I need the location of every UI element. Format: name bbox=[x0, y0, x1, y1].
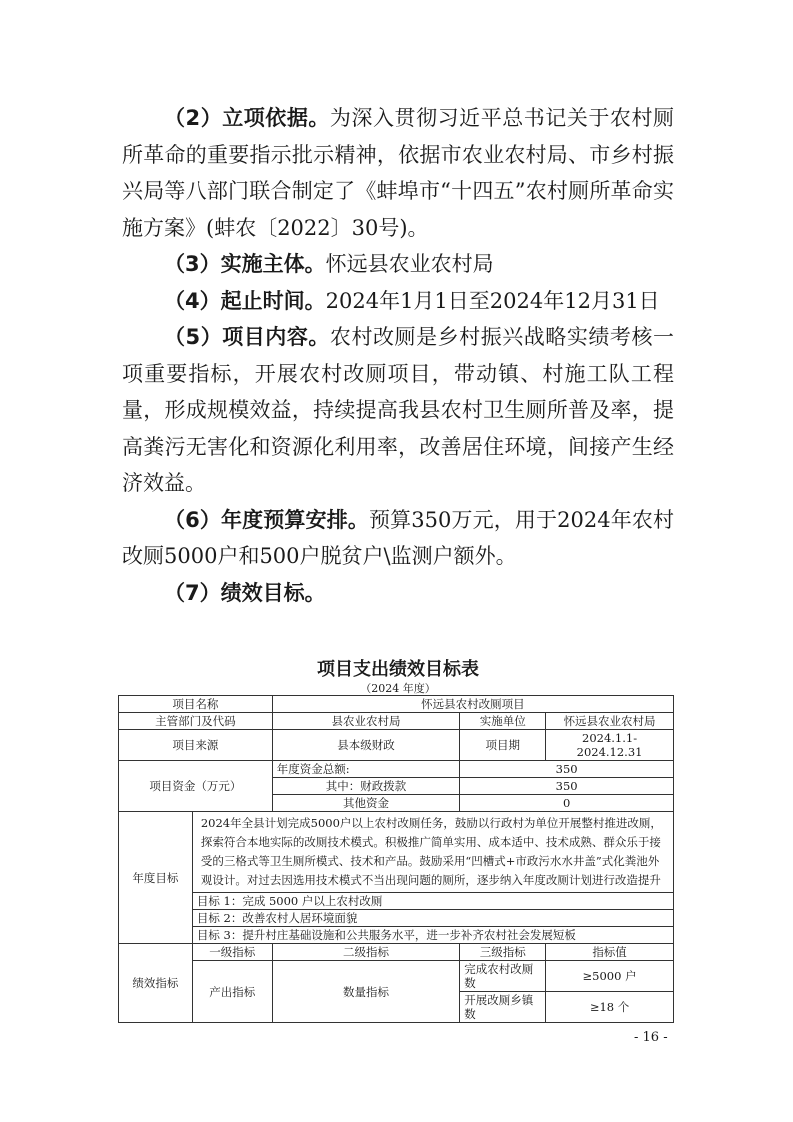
impl-unit-value: 怀远县农业农村局 bbox=[546, 713, 674, 730]
funds-fiscal-label: 其中：财政拨款 bbox=[272, 778, 460, 795]
basis-label: （2）立项依据。 bbox=[164, 106, 330, 130]
table-row bbox=[119, 812, 674, 893]
paragraph-budget bbox=[122, 502, 674, 575]
table-title: 项目支出绩效目标表 bbox=[317, 659, 479, 680]
budget-label: （6）年度预算安排。 bbox=[164, 507, 369, 532]
period-text: 2024年1月1日至2024年12月31日 bbox=[325, 288, 660, 313]
budget-text: 预算350万元，用于2024年农村改厕5000户和500户脱贫户\监测户额外。 bbox=[122, 507, 674, 568]
basis-text: 为深入贯彻习近平总书记关于农村厕所革命的重要指示批示精神，依据市农业农村局、市乡村振兴局等八部门联合制定了《蚌埠市“十四五”农村厕所革命实施方案》(蚌农〔2022〕30号)。 bbox=[122, 106, 674, 240]
period-value: 2024.1.1-2024.12.31 bbox=[546, 730, 674, 761]
goal-2: 目标 2：改善农村人居环境面貌 bbox=[192, 910, 673, 927]
content-label: （5）项目内容。 bbox=[164, 325, 330, 349]
performance-table bbox=[118, 695, 674, 1023]
indicator-1-name: 完成农村改厕数 bbox=[460, 961, 546, 992]
paragraph-implementer bbox=[122, 246, 674, 283]
quantity-label: 数量指标 bbox=[272, 961, 460, 1023]
perf-label: 绩效指标 bbox=[119, 944, 193, 1023]
paragraph-content bbox=[122, 319, 674, 502]
paragraph-targets bbox=[122, 575, 674, 612]
funds-other-label: 其他资金 bbox=[272, 795, 460, 812]
header-level3: 三级指标 bbox=[460, 944, 546, 961]
implementer-label: （3）实施主体。 bbox=[164, 252, 326, 276]
paragraph-basis bbox=[122, 100, 674, 246]
source-value: 县本级财政 bbox=[272, 730, 460, 761]
table-row bbox=[119, 961, 674, 992]
funds-other-value: 0 bbox=[460, 795, 674, 812]
header-level2: 二级指标 bbox=[272, 944, 460, 961]
table-row bbox=[119, 893, 674, 910]
output-label: 产出指标 bbox=[192, 961, 272, 1023]
body-text bbox=[122, 100, 674, 611]
dept-label: 主管部门及代码 bbox=[119, 713, 273, 730]
period-label: 项目期 bbox=[460, 730, 546, 761]
table-year: （2024 年度） bbox=[360, 682, 436, 695]
period-label: （4）起止时间。 bbox=[164, 288, 326, 313]
targets-label: （7）绩效目标。 bbox=[164, 580, 326, 605]
table-row bbox=[119, 910, 674, 927]
funds-fiscal-value: 350 bbox=[460, 778, 674, 795]
funds-label: 项目资金（万元） bbox=[119, 761, 273, 812]
table-row bbox=[119, 761, 674, 778]
header-value: 指标值 bbox=[546, 944, 674, 961]
funds-total-value: 350 bbox=[460, 761, 674, 778]
table-row bbox=[119, 730, 674, 761]
project-name-label: 项目名称 bbox=[119, 696, 273, 713]
table-row bbox=[119, 944, 674, 961]
table-row bbox=[119, 927, 674, 944]
content-text: 农村改厕是乡村振兴战略实绩考核一项重要指标，开展农村改厕项目，带动镇、村施工队工程量，形成规模效益，持续提高我县农村卫生厕所普及率，提高粪污无害化和资源化利用率，改善居住环境，间接产生经济效益。 bbox=[122, 325, 674, 495]
table-row bbox=[119, 713, 674, 730]
source-label: 项目来源 bbox=[119, 730, 273, 761]
implementer-text: 怀远县农业农村局 bbox=[325, 252, 494, 276]
annual-goal-label: 年度目标 bbox=[119, 812, 193, 944]
indicator-1-value: ≥5000 户 bbox=[546, 961, 674, 992]
indicator-2-name: 开展改厕乡镇数 bbox=[460, 992, 546, 1023]
indicator-2-value: ≥18 个 bbox=[546, 992, 674, 1023]
impl-unit-label: 实施单位 bbox=[460, 713, 546, 730]
dept-value: 县农业农村局 bbox=[272, 713, 460, 730]
paragraph-period bbox=[122, 283, 674, 320]
table-row bbox=[119, 696, 674, 713]
header-level1: 一级指标 bbox=[192, 944, 272, 961]
goal-3: 目标 3：提升村庄基础设施和公共服务水平，进一步补齐农村社会发展短板 bbox=[192, 927, 673, 944]
annual-goal-text: 2024年全县计划完成5000户以上农村改厕任务，鼓励以行政村为单位开展整村推进改厕，探索符合本地实际的改厕技术模式。积极推广简单实用、成本适中、技术成熟、群众乐于接受的三格式等卫生厕所模式、技术和产品。鼓励采用“凹槽式+市政污水水井盖”式化粪池外观设计。对过去因选用技术模式不当出现问题的厕所，逐步纳入年度改厕计划进行改造提升 bbox=[192, 812, 673, 893]
funds-total-label: 年度资金总额: bbox=[272, 761, 460, 778]
goal-1: 目标 1：完成 5000 户以上农村改厕 bbox=[192, 893, 673, 910]
project-name-value: 怀远县农村改厕项目 bbox=[272, 696, 673, 713]
page-number: - 16 - bbox=[634, 1030, 668, 1045]
